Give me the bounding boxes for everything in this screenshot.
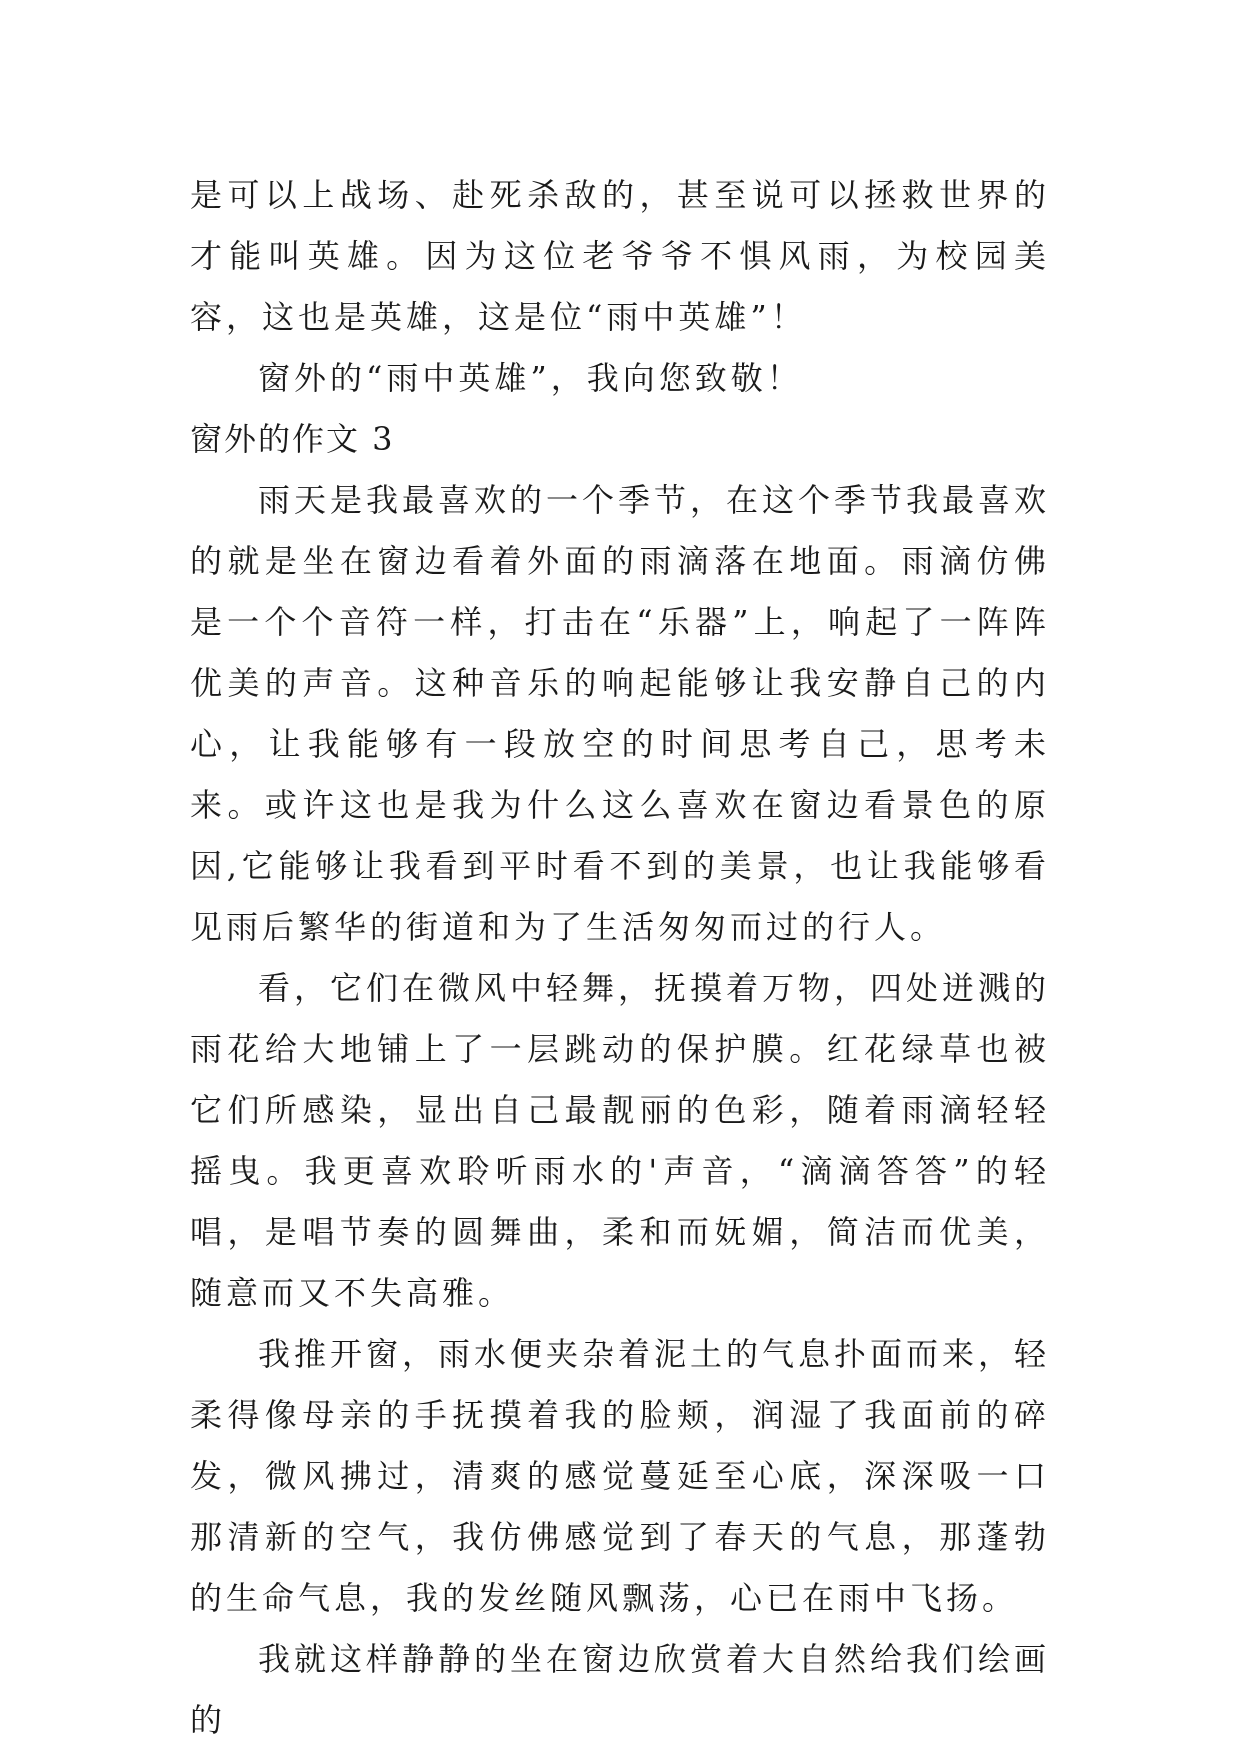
document-page xyxy=(190,165,1050,1751)
paragraph-salute: 窗外的“雨中英雄”，我向您致敬！ xyxy=(258,359,803,397)
paragraph-open-window: 我推开窗，雨水便夹杂着泥土的气息扑面而来，轻柔得像母亲的手抚摸着我的脸颊，润湿了我面前的碎发，微风拂过，清爽的感觉蔓延至心底，深深吸一口那清新的空气，我仿佛感觉到了春天的气息，那蓬勃的生命气息，我的发丝随风飘荡，心已在雨中飞扬。 xyxy=(190,1335,1051,1617)
paragraph-rainy-day: 雨天是我最喜欢的一个季节，在这个季节我最喜欢的就是坐在窗边看着外面的雨滴落在地面。雨滴仿佛是一个个音符一样，打击在“乐器”上，响起了一阵阵优美的声音。这种音乐的响起能够让我安静自己的内心，让我能够有一段放空的时间思考自己，思考未来。或许这也是我为什么这么喜欢在窗边看景色的原因,它能够让我看到平时看不到的美景，也让我能够看见雨后繁华的街道和为了生活匆匆而过的行人。 xyxy=(190,481,1051,946)
section-title: 窗外的作文 3 xyxy=(190,420,395,458)
paragraph-sitting-quietly: 我就这样静静的坐在窗边欣赏着大自然给我们绘画的 xyxy=(190,1640,1051,1739)
paragraph-breeze-dance: 看，它们在微风中轻舞，抚摸着万物，四处迸溅的雨花给大地铺上了一层跳动的保护膜。红花绿草也被它们所感染，显出自己最靓丽的色彩，随着雨滴轻轻摇曳。我更喜欢聆听雨水的'声音，“滴滴答答”的轻唱，是唱节奏的圆舞曲，柔和而妩媚，简洁而优美，随意而又不失高雅。 xyxy=(190,969,1051,1312)
paragraph-continuation: 是可以上战场、赴死杀敌的，甚至说可以拯救世界的才能叫英雄。因为这位老爷爷不惧风雨，为校园美容，这也是英雄，这是位“雨中英雄”！ xyxy=(190,176,1050,336)
